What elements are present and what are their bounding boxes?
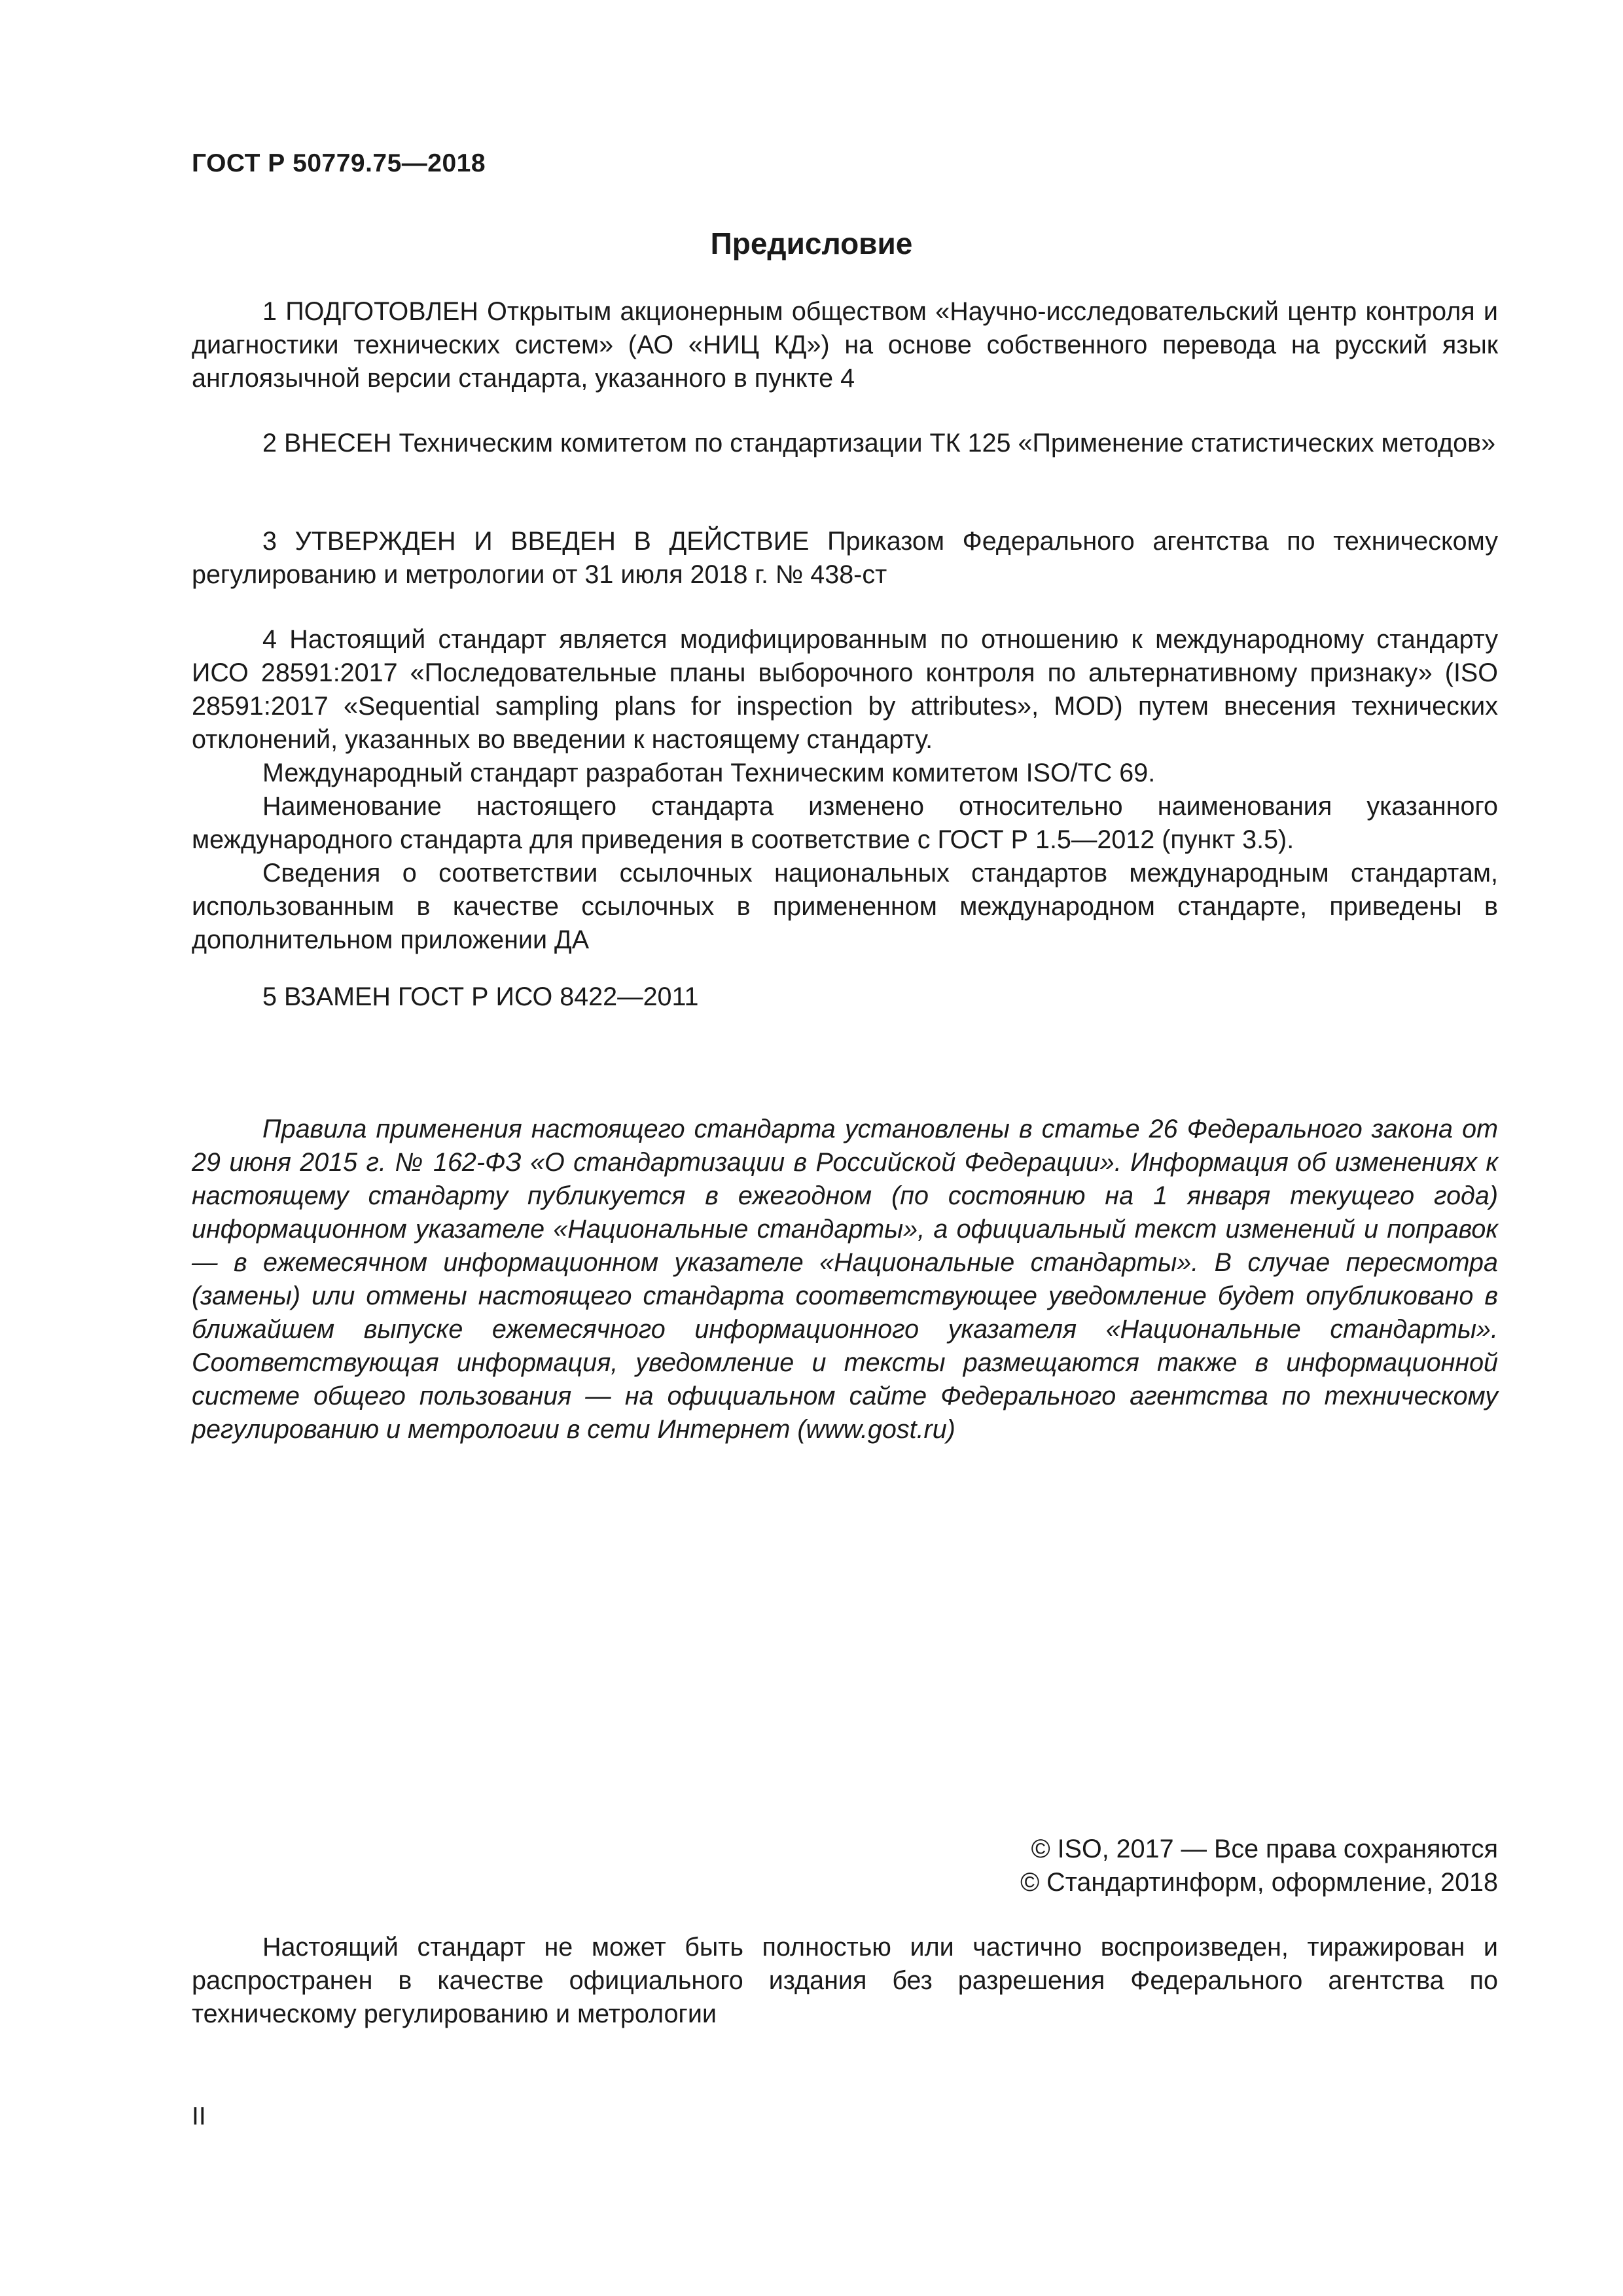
section-4 — [192, 623, 1498, 957]
rules-notice: Правила применения настоящего стандарта установлены в статье 26 Федерального закона от 29 июня 2015 г. № 162-ФЗ «О стандартизации в Российской Федерации». Информация об изменениях к настоящему стандарту публикуется в ежегодном (по состоянию на 1 января текущего года) информационном указателе «Национальные стандарты», а официальный текст изменений и поправок — в ежемесячном информационном указателе «Национальные стандарты». В случае пересмотра (замены) или отмены настоящего стандарта соответствующее уведомление будет опубликовано в ближайшем выпуске ежемесячного информационного указателя «Национальные стандарты». Соответствующая информация, уведомление и тексты размещаются также в информационной системе общего пользования — на официальном сайте Федерального агентства по техническому регулированию и метрологии в сети Интернет (www.gost.ru) — [192, 1115, 1498, 1444]
copyright-iso: © ISO, 2017 — Все права сохраняются — [1031, 1835, 1498, 1863]
section-4-paragraph-4: Сведения о соответствии ссылочных национальных стандартов международным стандартам, использованным в качестве ссылочных в примененном международном стандарте, приведены в дополнительном приложении ДА — [192, 859, 1498, 954]
section-3-text: 3 УТВЕРЖДЕН И ВВЕДЕН В ДЕЙСТВИЕ Приказом Федерального агентства по техническому регулированию и метрологии от 31 июля 2018 г. № 438-ст — [192, 527, 1498, 589]
section-5 — [192, 980, 1498, 1014]
page-number: II — [192, 2102, 206, 2130]
section-2-text: 2 ВНЕСЕН Техническим комитетом по стандартизации ТК 125 «Применение статистических методов» — [262, 429, 1496, 457]
section-4-paragraph-1: 4 Настоящий стандарт является модифицированным по отношению к международному стандарту ИСО 28591:2017 «Последовательные планы выборочного контроля по альтернативному признаку» (ISO 28591:2017 «Sequential sampling plans for inspection by attributes», MOD) путем внесения технических отклонений, указанных во введении к настоящему стандарту. — [192, 625, 1498, 754]
copyright-standartinform: © Стандартинформ, оформление, 2018 — [1020, 1868, 1498, 1897]
section-2 — [192, 427, 1498, 460]
reproduction-notice: Настоящий стандарт не может быть полностью или частично воспроизведен, тиражирован и распространен в качестве официального издания без разрешения Федерального агентства по техническому регулированию и метрологии — [192, 1933, 1498, 2028]
section-1 — [192, 295, 1498, 395]
section-5-text: 5 ВЗАМЕН ГОСТ Р ИСО 8422—2011 — [262, 982, 699, 1011]
section-4-paragraph-2: Международный стандарт разработан Техническим комитетом ISO/TC 69. — [262, 759, 1156, 787]
section-3 — [192, 525, 1498, 592]
section-4-paragraph-3: Наименование настоящего стандарта изменено относительно наименования указанного международного стандарта для приведения в соответствие с ГОСТ Р 1.5—2012 (пункт 3.5). — [192, 792, 1498, 854]
section-1-text: 1 ПОДГОТОВЛЕН Открытым акционерным обществом «Научно-исследовательский центр контроля и диагностики технических систем» (АО «НИЦ КД») на основе собственного перевода на русский язык англоязычной версии стандарта, указанного в пункте 4 — [192, 297, 1498, 393]
document-code: ГОСТ Р 50779.75—2018 — [192, 149, 486, 177]
copyright-block — [1020, 1833, 1498, 1899]
page-title: Предисловие — [710, 226, 913, 260]
